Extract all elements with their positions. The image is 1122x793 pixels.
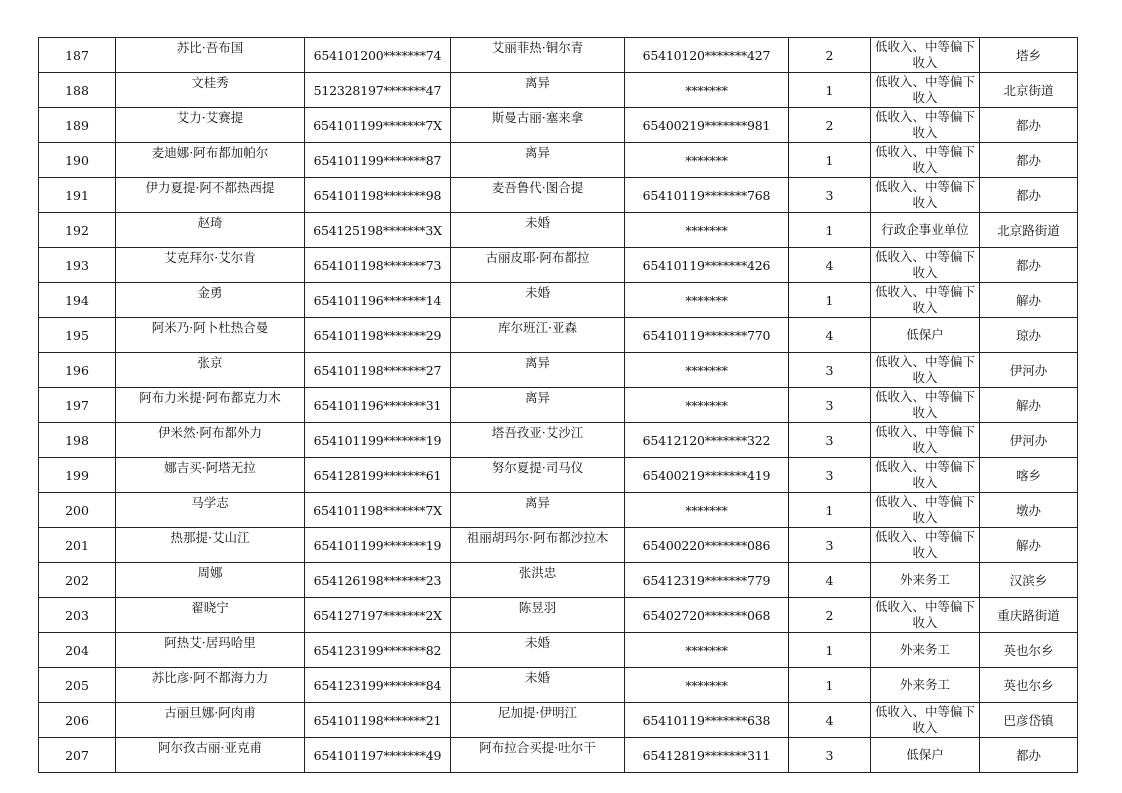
household-size-cell: 2 xyxy=(789,38,871,73)
spouse-name-cell: 古丽皮耶·阿布都拉 xyxy=(451,248,625,283)
household-size-cell: 3 xyxy=(789,353,871,388)
district-cell: 都办 xyxy=(980,108,1078,143)
household-category-cell: 外来务工 xyxy=(871,563,980,598)
spouse-id-cell: 65410120*******427 xyxy=(625,38,789,73)
applicant-id-cell: 654123199*******82 xyxy=(305,633,451,668)
applicant-id-cell: 654101200*******74 xyxy=(305,38,451,73)
household-category-cell: 低收入、中等偏下收入 xyxy=(871,598,980,633)
applicant-id-cell: 654101199*******19 xyxy=(305,528,451,563)
table-row xyxy=(39,353,1078,388)
spouse-id-cell: ******* xyxy=(625,213,789,248)
spouse-name-cell: 张洪忠 xyxy=(451,563,625,598)
table-row xyxy=(39,633,1078,668)
household-size-cell: 3 xyxy=(789,458,871,493)
applicant-name-cell: 古丽旦娜·阿肉甫 xyxy=(116,703,305,738)
row-number-cell: 189 xyxy=(39,108,116,143)
district-cell: 解办 xyxy=(980,528,1078,563)
table-row xyxy=(39,143,1078,178)
spouse-id-cell: 65410119*******768 xyxy=(625,178,789,213)
household-category-cell: 低收入、中等偏下收入 xyxy=(871,178,980,213)
row-number-cell: 196 xyxy=(39,353,116,388)
district-cell: 都办 xyxy=(980,143,1078,178)
applicant-id-cell: 654126198*******23 xyxy=(305,563,451,598)
household-category-cell: 低收入、中等偏下收入 xyxy=(871,248,980,283)
district-cell: 英也尔乡 xyxy=(980,633,1078,668)
applicant-name-cell: 阿布力米提·阿布都克力木 xyxy=(116,388,305,423)
household-size-cell: 3 xyxy=(789,738,871,773)
table-row xyxy=(39,703,1078,738)
row-number-cell: 195 xyxy=(39,318,116,353)
applicant-id-cell: 654101198*******73 xyxy=(305,248,451,283)
household-category-cell: 外来务工 xyxy=(871,668,980,703)
applicant-name-cell: 阿米乃·阿卜杜热合曼 xyxy=(116,318,305,353)
spouse-id-cell: ******* xyxy=(625,388,789,423)
district-cell: 重庆路街道 xyxy=(980,598,1078,633)
spouse-id-cell: ******* xyxy=(625,633,789,668)
district-cell: 塔乡 xyxy=(980,38,1078,73)
spouse-name-cell: 离异 xyxy=(451,143,625,178)
spouse-name-cell: 未婚 xyxy=(451,633,625,668)
household-category-cell: 低收入、中等偏下收入 xyxy=(871,528,980,563)
household-size-cell: 3 xyxy=(789,388,871,423)
household-size-cell: 4 xyxy=(789,563,871,598)
row-number-cell: 200 xyxy=(39,493,116,528)
applicant-id-cell: 654128199*******61 xyxy=(305,458,451,493)
applicant-id-cell: 512328197*******47 xyxy=(305,73,451,108)
applicant-id-cell: 654101199*******19 xyxy=(305,423,451,458)
spouse-name-cell: 祖丽胡玛尔·阿布都沙拉木 xyxy=(451,528,625,563)
row-number-cell: 187 xyxy=(39,38,116,73)
household-size-cell: 1 xyxy=(789,493,871,528)
row-number-cell: 191 xyxy=(39,178,116,213)
table-row xyxy=(39,213,1078,248)
spouse-id-cell: ******* xyxy=(625,353,789,388)
district-cell: 巴彦岱镇 xyxy=(980,703,1078,738)
table-row xyxy=(39,423,1078,458)
applicant-name-cell: 周娜 xyxy=(116,563,305,598)
household-category-cell: 低收入、中等偏下收入 xyxy=(871,108,980,143)
spouse-name-cell: 未婚 xyxy=(451,213,625,248)
district-cell: 都办 xyxy=(980,248,1078,283)
spouse-id-cell: 65410119*******426 xyxy=(625,248,789,283)
table-row xyxy=(39,388,1078,423)
applicant-name-cell: 热那提·艾山江 xyxy=(116,528,305,563)
household-category-cell: 低收入、中等偏下收入 xyxy=(871,423,980,458)
household-size-cell: 1 xyxy=(789,143,871,178)
district-cell: 解办 xyxy=(980,283,1078,318)
table-row xyxy=(39,458,1078,493)
applicant-name-cell: 张京 xyxy=(116,353,305,388)
spouse-id-cell: 65402720*******068 xyxy=(625,598,789,633)
row-number-cell: 192 xyxy=(39,213,116,248)
row-number-cell: 201 xyxy=(39,528,116,563)
spouse-id-cell: 65400219*******419 xyxy=(625,458,789,493)
spouse-name-cell: 麦吾鲁代·图合提 xyxy=(451,178,625,213)
table-row xyxy=(39,738,1078,773)
applicant-name-cell: 娜吉买·阿塔无拉 xyxy=(116,458,305,493)
applicant-name-cell: 马学志 xyxy=(116,493,305,528)
district-cell: 汉滨乡 xyxy=(980,563,1078,598)
row-number-cell: 188 xyxy=(39,73,116,108)
spouse-id-cell: 65412120*******322 xyxy=(625,423,789,458)
spouse-name-cell: 未婚 xyxy=(451,283,625,318)
applicant-name-cell: 伊力夏提·阿不都热西提 xyxy=(116,178,305,213)
applicant-name-cell: 艾克拜尔·艾尔肯 xyxy=(116,248,305,283)
applicant-name-cell: 伊米然·阿布都外力 xyxy=(116,423,305,458)
table-row xyxy=(39,283,1078,318)
table-row xyxy=(39,563,1078,598)
household-category-cell: 低收入、中等偏下收入 xyxy=(871,143,980,178)
household-category-cell: 行政企事业单位 xyxy=(871,213,980,248)
spouse-id-cell: ******* xyxy=(625,668,789,703)
district-cell: 伊河办 xyxy=(980,353,1078,388)
row-number-cell: 199 xyxy=(39,458,116,493)
spouse-name-cell: 库尔班江·亚森 xyxy=(451,318,625,353)
household-size-cell: 1 xyxy=(789,668,871,703)
spouse-id-cell: 65400220*******086 xyxy=(625,528,789,563)
household-size-cell: 4 xyxy=(789,703,871,738)
row-number-cell: 205 xyxy=(39,668,116,703)
applicant-id-cell: 654101198*******21 xyxy=(305,703,451,738)
row-number-cell: 194 xyxy=(39,283,116,318)
household-size-cell: 3 xyxy=(789,423,871,458)
table-row xyxy=(39,108,1078,143)
table-row xyxy=(39,493,1078,528)
household-size-cell: 2 xyxy=(789,598,871,633)
row-number-cell: 204 xyxy=(39,633,116,668)
row-number-cell: 206 xyxy=(39,703,116,738)
applicant-id-cell: 654101197*******49 xyxy=(305,738,451,773)
spouse-name-cell: 离异 xyxy=(451,493,625,528)
spouse-id-cell: ******* xyxy=(625,73,789,108)
applicant-name-cell: 麦迪娜·阿布都加帕尔 xyxy=(116,143,305,178)
household-category-cell: 低保户 xyxy=(871,738,980,773)
household-category-cell: 低收入、中等偏下收入 xyxy=(871,388,980,423)
district-cell: 北京街道 xyxy=(980,73,1078,108)
applicant-name-cell: 翟晓宁 xyxy=(116,598,305,633)
district-cell: 英也尔乡 xyxy=(980,668,1078,703)
applicant-id-cell: 654101198*******29 xyxy=(305,318,451,353)
spouse-id-cell: 65400219*******981 xyxy=(625,108,789,143)
spouse-name-cell: 努尔夏提·司马仪 xyxy=(451,458,625,493)
applicant-id-cell: 654101199*******87 xyxy=(305,143,451,178)
table-row xyxy=(39,248,1078,283)
household-category-cell: 低收入、中等偏下收入 xyxy=(871,283,980,318)
district-cell: 都办 xyxy=(980,738,1078,773)
spouse-name-cell: 塔吾孜亚·艾沙江 xyxy=(451,423,625,458)
applicant-id-cell: 654123199*******84 xyxy=(305,668,451,703)
household-category-cell: 低收入、中等偏下收入 xyxy=(871,703,980,738)
household-size-cell: 1 xyxy=(789,213,871,248)
spouse-id-cell: ******* xyxy=(625,283,789,318)
table-row xyxy=(39,178,1078,213)
household-category-cell: 低保户 xyxy=(871,318,980,353)
spouse-id-cell: 65412319*******779 xyxy=(625,563,789,598)
spouse-id-cell: 65410119*******770 xyxy=(625,318,789,353)
spouse-name-cell: 尼加提·伊明江 xyxy=(451,703,625,738)
district-cell: 喀乡 xyxy=(980,458,1078,493)
district-cell: 北京路街道 xyxy=(980,213,1078,248)
applicant-id-cell: 654127197*******2X xyxy=(305,598,451,633)
applicant-name-cell: 苏比·吾布国 xyxy=(116,38,305,73)
row-number-cell: 193 xyxy=(39,248,116,283)
row-number-cell: 202 xyxy=(39,563,116,598)
household-size-cell: 4 xyxy=(789,248,871,283)
spouse-id-cell: ******* xyxy=(625,493,789,528)
household-category-cell: 低收入、中等偏下收入 xyxy=(871,38,980,73)
household-size-cell: 1 xyxy=(789,73,871,108)
applicant-id-cell: 654101198*******27 xyxy=(305,353,451,388)
row-number-cell: 197 xyxy=(39,388,116,423)
table-row xyxy=(39,73,1078,108)
table-row xyxy=(39,598,1078,633)
table-row xyxy=(39,38,1078,73)
applicant-name-cell: 文桂秀 xyxy=(116,73,305,108)
table-row xyxy=(39,668,1078,703)
applicant-name-cell: 苏比彦·阿不都海力力 xyxy=(116,668,305,703)
applicant-table xyxy=(38,37,1078,773)
spouse-name-cell: 阿布拉合买提·吐尔干 xyxy=(451,738,625,773)
applicant-name-cell: 艾力·艾赛提 xyxy=(116,108,305,143)
applicant-id-cell: 654101196*******31 xyxy=(305,388,451,423)
applicant-id-cell: 654101198*******98 xyxy=(305,178,451,213)
applicant-id-cell: 654101198*******7X xyxy=(305,493,451,528)
applicant-name-cell: 金勇 xyxy=(116,283,305,318)
applicant-name-cell: 赵琦 xyxy=(116,213,305,248)
applicant-id-cell: 654101199*******7X xyxy=(305,108,451,143)
spouse-name-cell: 斯曼古丽·塞来拿 xyxy=(451,108,625,143)
household-size-cell: 3 xyxy=(789,528,871,563)
household-category-cell: 外来务工 xyxy=(871,633,980,668)
household-category-cell: 低收入、中等偏下收入 xyxy=(871,353,980,388)
table-row xyxy=(39,528,1078,563)
household-size-cell: 1 xyxy=(789,633,871,668)
household-size-cell: 2 xyxy=(789,108,871,143)
district-cell: 琼办 xyxy=(980,318,1078,353)
spouse-name-cell: 未婚 xyxy=(451,668,625,703)
household-category-cell: 低收入、中等偏下收入 xyxy=(871,73,980,108)
spouse-name-cell: 离异 xyxy=(451,73,625,108)
district-cell: 解办 xyxy=(980,388,1078,423)
spouse-name-cell: 离异 xyxy=(451,388,625,423)
applicant-id-cell: 654101196*******14 xyxy=(305,283,451,318)
household-category-cell: 低收入、中等偏下收入 xyxy=(871,458,980,493)
applicant-id-cell: 654125198*******3X xyxy=(305,213,451,248)
applicant-name-cell: 阿尔孜古丽·亚克甫 xyxy=(116,738,305,773)
spouse-id-cell: 65412819*******311 xyxy=(625,738,789,773)
district-cell: 墩办 xyxy=(980,493,1078,528)
spouse-name-cell: 陈昱羽 xyxy=(451,598,625,633)
household-size-cell: 3 xyxy=(789,178,871,213)
district-cell: 都办 xyxy=(980,178,1078,213)
spouse-name-cell: 艾丽菲热·铜尔青 xyxy=(451,38,625,73)
household-category-cell: 低收入、中等偏下收入 xyxy=(871,493,980,528)
spouse-id-cell: ******* xyxy=(625,143,789,178)
household-size-cell: 1 xyxy=(789,283,871,318)
household-size-cell: 4 xyxy=(789,318,871,353)
row-number-cell: 190 xyxy=(39,143,116,178)
district-cell: 伊河办 xyxy=(980,423,1078,458)
table-row xyxy=(39,318,1078,353)
table-body xyxy=(39,38,1078,773)
row-number-cell: 207 xyxy=(39,738,116,773)
spouse-id-cell: 65410119*******638 xyxy=(625,703,789,738)
spouse-name-cell: 离异 xyxy=(451,353,625,388)
row-number-cell: 198 xyxy=(39,423,116,458)
applicant-name-cell: 阿热艾·居玛哈里 xyxy=(116,633,305,668)
row-number-cell: 203 xyxy=(39,598,116,633)
